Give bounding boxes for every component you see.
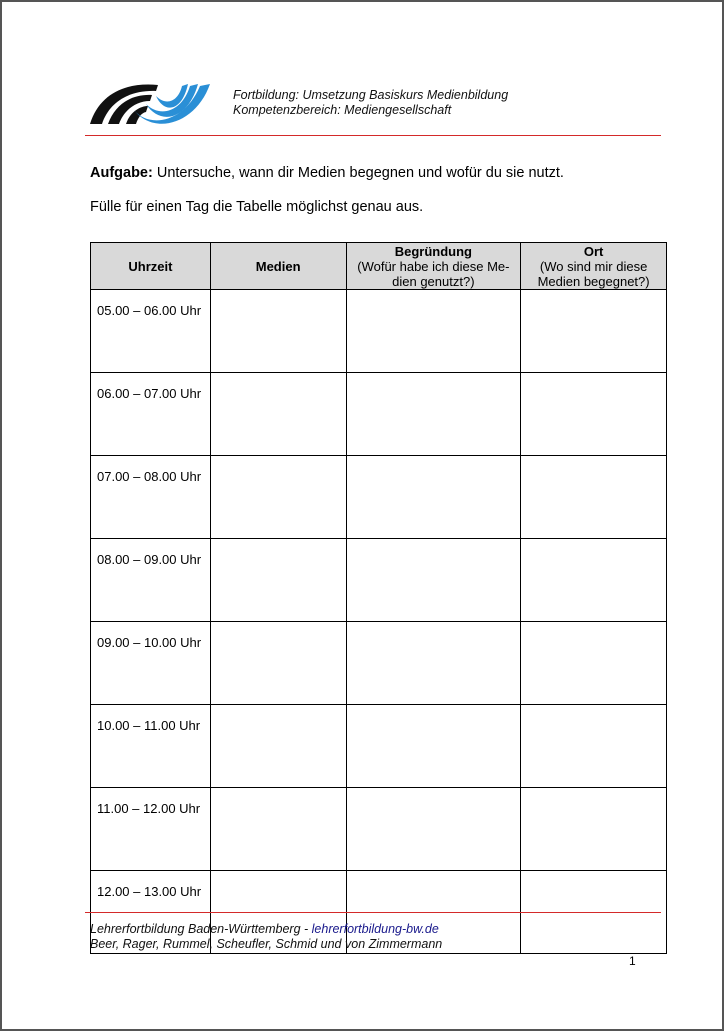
reason-cell[interactable] bbox=[346, 539, 521, 622]
media-cell[interactable] bbox=[210, 622, 346, 705]
table-row bbox=[91, 788, 667, 871]
time-cell: 07.00 – 08.00 Uhr bbox=[91, 456, 211, 539]
place-cell[interactable] bbox=[521, 539, 667, 622]
table-row bbox=[91, 290, 667, 373]
media-cell[interactable] bbox=[210, 373, 346, 456]
time-cell: 06.00 – 07.00 Uhr bbox=[91, 373, 211, 456]
place-cell[interactable] bbox=[521, 373, 667, 456]
place-cell[interactable] bbox=[521, 290, 667, 373]
reason-cell[interactable] bbox=[346, 705, 521, 788]
footer-authors: Beer, Rager, Rummel, Scheufler, Schmid und von Zimmermann bbox=[90, 936, 443, 951]
task-text bbox=[90, 165, 564, 181]
reason-cell[interactable] bbox=[346, 622, 521, 705]
reason-cell[interactable] bbox=[346, 290, 521, 373]
table-header-row bbox=[91, 243, 667, 290]
header-text bbox=[233, 88, 508, 117]
column-header-media: Medien bbox=[210, 243, 346, 290]
instruction-text: Fülle für einen Tag die Tabelle möglichst genau aus. bbox=[90, 199, 424, 215]
table-row bbox=[91, 373, 667, 456]
header-area: Kompetenzbereich: Mediengesellschaft bbox=[233, 102, 452, 117]
place-cell[interactable] bbox=[521, 622, 667, 705]
footer-link[interactable]: lehrerfortbildung-bw.de bbox=[311, 922, 439, 936]
media-cell[interactable] bbox=[210, 290, 346, 373]
time-cell: 12.00 – 13.00 Uhr bbox=[91, 871, 211, 954]
column-header-place: Ort (Wo sind mir diese Medien begegnet?) bbox=[521, 243, 667, 290]
media-table bbox=[90, 242, 667, 954]
reason-cell[interactable] bbox=[346, 456, 521, 539]
footer-org: Lehrerfortbildung Baden-Württemberg - bbox=[90, 922, 312, 936]
table-row bbox=[91, 705, 667, 788]
media-cell[interactable] bbox=[210, 705, 346, 788]
place-cell[interactable] bbox=[521, 456, 667, 539]
reason-cell[interactable] bbox=[346, 373, 521, 456]
table-row bbox=[91, 622, 667, 705]
task-label: Aufgabe: bbox=[90, 165, 153, 181]
column-header-reason: Begründung (Wofür habe ich diese Me-dien genutzt?) bbox=[346, 243, 521, 290]
place-cell[interactable] bbox=[521, 788, 667, 871]
footer-rule bbox=[85, 912, 661, 913]
reason-cell[interactable] bbox=[346, 788, 521, 871]
page-number: 1 bbox=[629, 954, 636, 968]
logo bbox=[88, 80, 214, 128]
time-cell: 05.00 – 06.00 Uhr bbox=[91, 290, 211, 373]
task-body: Untersuche, wann dir Medien begegnen und wofür du sie nutzt. bbox=[152, 165, 564, 181]
time-cell: 10.00 – 11.00 Uhr bbox=[91, 705, 211, 788]
column-header-time: Uhrzeit bbox=[91, 243, 211, 290]
time-cell: 08.00 – 09.00 Uhr bbox=[91, 539, 211, 622]
footer-org-line bbox=[90, 922, 442, 937]
table-row bbox=[91, 456, 667, 539]
header-rule bbox=[85, 135, 661, 136]
media-cell[interactable] bbox=[210, 788, 346, 871]
time-cell: 11.00 – 12.00 Uhr bbox=[91, 788, 211, 871]
table-row bbox=[91, 539, 667, 622]
footer bbox=[90, 922, 442, 951]
media-cell[interactable] bbox=[210, 539, 346, 622]
media-cell[interactable] bbox=[210, 456, 346, 539]
place-cell[interactable] bbox=[521, 705, 667, 788]
time-cell: 09.00 – 10.00 Uhr bbox=[91, 622, 211, 705]
header-course: Fortbildung: Umsetzung Basiskurs Medienbildung bbox=[233, 88, 509, 102]
